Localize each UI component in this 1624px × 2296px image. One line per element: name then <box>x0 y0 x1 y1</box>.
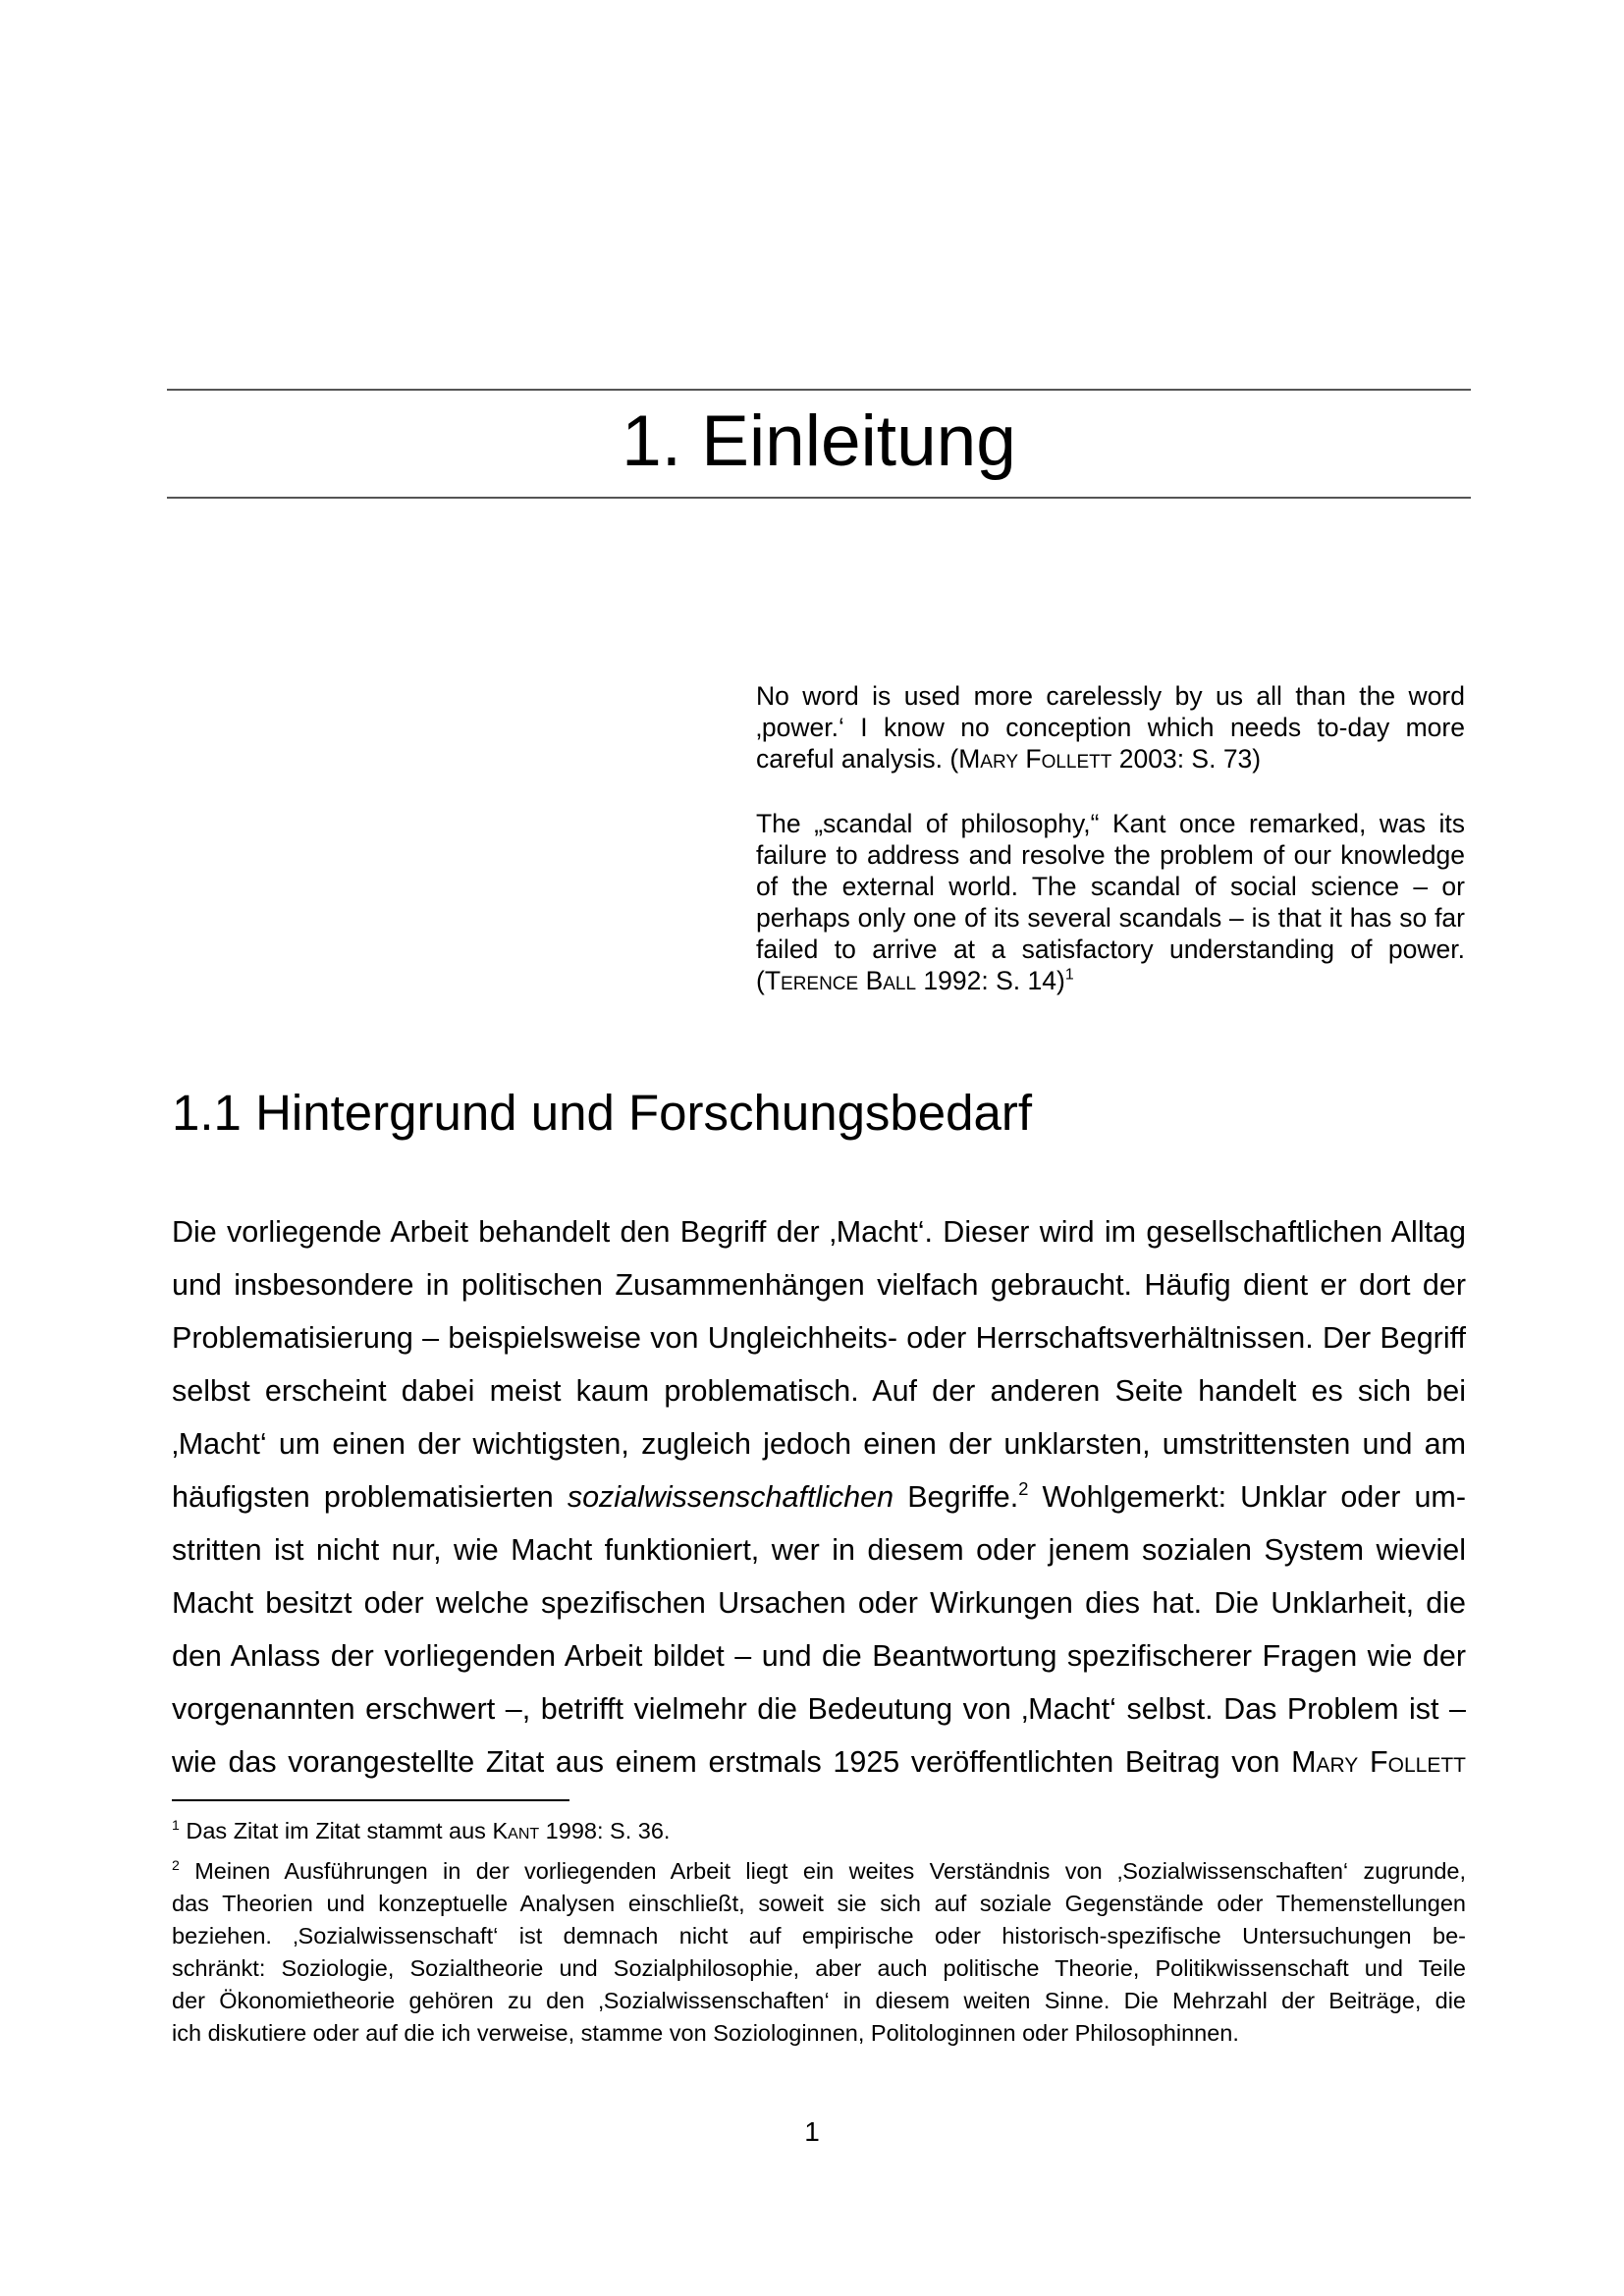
footnote-line: ich diskutiere oder auf die ich verweise, stamme von Soziologinnen, Politologinnen oder Philosophinnen. <box>172 2020 1239 2046</box>
chapter-rule-top <box>167 389 1471 391</box>
footnote-separator <box>172 1799 569 1801</box>
footnote-line: schränkt: Soziologie, Sozialtheorie und Sozialphilosophie, aber auch politische Theorie, Politikwissenschaft und Teile <box>172 1955 1466 1981</box>
section-heading: 1.1 Hintergrund und Forschungsbedarf <box>172 1085 1033 1141</box>
emphasis-term: sozialwissenschaftlichen <box>567 1480 894 1514</box>
chapter-rule-bottom <box>167 497 1471 499</box>
body-line: den Anlass der vorliegenden Arbeit bildet – und die Beantwortung spezifischerer Fragen wie der <box>172 1639 1466 1673</box>
chapter-title: 1. Einleitung <box>622 401 1016 481</box>
epigraph-follett <box>756 680 1465 774</box>
body-line: selbst erscheint dabei meist kaum problematisch. Auf der anderen Seite handelt es sich bei <box>172 1374 1466 1408</box>
footnote-number: 2 <box>172 1856 180 1873</box>
body-line: vorgenannten erschwert –, betrifft vielmehr die Bedeutung von ‚Macht‘ selbst. Das Problem ist – <box>172 1692 1466 1726</box>
body-line: und insbesondere in politischen Zusammenhängen vielfach gebraucht. Häufig dient er dort der <box>172 1268 1466 1302</box>
epigraph-text: The „scandal of philosophy,“ Kant once remarked, was its failure to address and resolve the problem of our knowledge of the external world. The scandal of social science – or perhaps only one of its several scandals – is that it has so far failed to arrive at a satisfactory understanding of power. ( <box>756 809 1465 995</box>
page-number: 1 <box>804 2116 820 2147</box>
epigraph-citation: 1992: S. 14) <box>916 966 1065 995</box>
body-line: ‚Macht‘ um einen der wichtigsten, zugleich jedoch einen der unklarsten, umstrittensten und am <box>172 1427 1466 1461</box>
footnote-ref-2[interactable]: 2 <box>1018 1478 1029 1500</box>
footnotes <box>172 1814 1466 2050</box>
footnote-2 <box>172 1855 1466 2050</box>
epigraph-author: Mary Follett <box>958 744 1112 774</box>
epigraph-text: No word is used more carelessly by us all than the word ‚power.‘ I know no conception which needs to-day more careful analysis. ( <box>756 681 1465 774</box>
author-name: Mary Follett <box>1291 1745 1466 1779</box>
footnote-1: $^1$ Das Zitat im Zitat stammt aus Kant 1998: S. 36. <box>172 1816 671 1843</box>
body-paragraph <box>172 1205 1466 1789</box>
body-line: stritten ist nicht nur, wie Macht funktioniert, wer in diesem oder jenem sozialen System wieviel <box>172 1533 1466 1567</box>
footnote-line: $^2$ Meinen Ausführungen in der vorliegenden Arbeit liegt ein weites Verständnis von ‚Sozialwissenschaften‘ zugrunde, <box>172 1856 1466 1884</box>
body-line: häufigsten problematisierten sozialwissenschaftlichen Begriffe.$^2$ Wohlgemerkt: Unklar oder um- <box>172 1478 1466 1514</box>
footnote-line: beziehen. ‚Sozialwissenschaft‘ ist demnach nicht auf empirische oder historisch-spezifische Untersuchungen be- <box>172 1923 1466 1949</box>
footnote-line: der Ökonomietheorie gehören zu den ‚Sozialwissenschaften‘ in diesem weiten Sinne. Die Mehrzahl der Beiträge, die <box>172 1988 1466 2013</box>
epigraph-author: Terence Ball <box>764 966 917 995</box>
footnote-number: 1 <box>172 1816 180 1833</box>
epigraph-ball <box>756 808 1465 996</box>
body-line: Problematisierung – beispielsweise von Ungleichheits- oder Herrschaftsverhältnissen. Der Begriff <box>172 1321 1466 1355</box>
body-line: Macht besitzt oder welche spezifischen Ursachen oder Wirkungen dies hat. Die Unklarheit, die <box>172 1586 1466 1620</box>
body-line: Die vorliegende Arbeit behandelt den Begriff der ‚Macht‘. Dieser wird im gesellschaftlichen Alltag <box>172 1215 1466 1249</box>
epigraph-citation: 2003: S. 73) <box>1111 744 1262 774</box>
footnote-line: das Theorien und konzeptuelle Analysen einschließt, soweit sie sich auf soziale Gegenstände oder Themenstellungen <box>172 1891 1466 1916</box>
body-line: wie das vorangestellte Zitat aus einem erstmals 1925 veröffentlichten Beitrag von Mary Follett <box>172 1745 1466 1779</box>
footnote-ref-1[interactable]: 1 <box>1064 966 1074 984</box>
